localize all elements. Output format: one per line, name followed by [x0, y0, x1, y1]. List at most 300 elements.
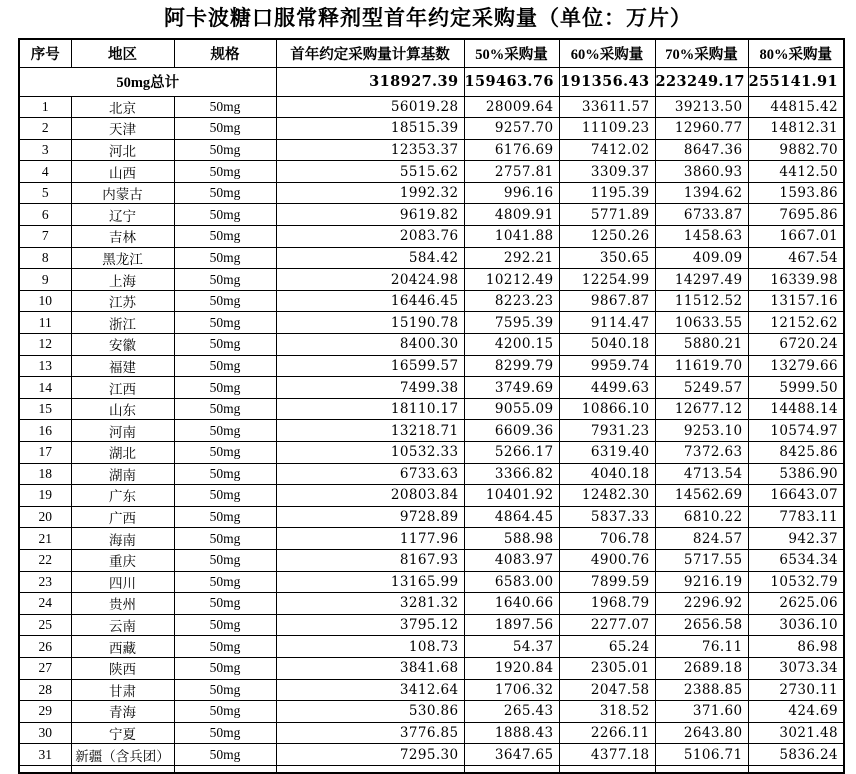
pct50-cell: 4809.91	[464, 204, 559, 226]
pct50-cell: 292.21	[464, 247, 559, 269]
column-header-spec: 规格	[174, 39, 276, 67]
pct60-cell: 9959.74	[559, 355, 655, 377]
pct70-cell: 2643.80	[655, 722, 748, 744]
pct50-cell: 1897.56	[464, 614, 559, 636]
pct60-cell: 6319.40	[559, 442, 655, 464]
region-cell: 浙江	[71, 312, 174, 334]
spec-cell: 50mg	[174, 377, 276, 399]
pct50-cell: 28009.64	[464, 96, 559, 118]
total-base-cell: 318927.39	[276, 67, 464, 96]
pct60-cell: 7931.23	[559, 420, 655, 442]
table-row	[19, 290, 844, 312]
page-title: 阿卡波糖口服常释剂型首年约定采购量（单位：万片）	[164, 6, 692, 30]
spec-cell: 50mg	[174, 398, 276, 420]
table-row	[19, 377, 844, 399]
region-cell: 吉林	[71, 226, 174, 248]
pct60-cell: 5837.33	[559, 506, 655, 528]
base-quantity-cell: 8400.30	[276, 334, 464, 356]
base-quantity-cell: 10532.33	[276, 442, 464, 464]
pct50-cell: 1888.43	[464, 722, 559, 744]
row-index-cell: 15	[19, 398, 71, 420]
table-row	[19, 593, 844, 615]
base-quantity-cell: 3776.85	[276, 722, 464, 744]
pct80-cell: 467.54	[748, 247, 844, 269]
base-quantity-cell: 56019.28	[276, 96, 464, 118]
pct80-cell: 3036.10	[748, 614, 844, 636]
pct80-cell: 14812.31	[748, 118, 844, 140]
table-row	[19, 96, 844, 118]
table-row	[19, 506, 844, 528]
spec-cell: 50mg	[174, 312, 276, 334]
pct60-cell: 5771.89	[559, 204, 655, 226]
table-row	[19, 398, 844, 420]
pct70-cell: 9253.10	[655, 420, 748, 442]
region-cell: 宁夏	[71, 722, 174, 744]
spec-cell: 50mg	[174, 593, 276, 615]
procurement-table	[18, 38, 845, 774]
pct60-cell: 2047.58	[559, 679, 655, 701]
pct50-cell: 1640.66	[464, 593, 559, 615]
pct70-cell: 6810.22	[655, 506, 748, 528]
total-row	[19, 67, 844, 96]
clipped-cell	[559, 765, 655, 773]
region-cell: 新疆（含兵团）	[71, 744, 174, 766]
base-quantity-cell: 9728.89	[276, 506, 464, 528]
spec-cell: 50mg	[174, 744, 276, 766]
clipped-cell	[19, 765, 71, 773]
spec-cell: 50mg	[174, 161, 276, 183]
pct70-cell: 7372.63	[655, 442, 748, 464]
base-quantity-cell: 2083.76	[276, 226, 464, 248]
pct50-cell: 1920.84	[464, 657, 559, 679]
pct80-cell: 4412.50	[748, 161, 844, 183]
pct60-cell: 2277.07	[559, 614, 655, 636]
spec-cell: 50mg	[174, 226, 276, 248]
total-label-cell: 50mg总计	[19, 67, 276, 96]
region-cell: 安徽	[71, 334, 174, 356]
pct50-cell: 3366.82	[464, 463, 559, 485]
pct60-cell: 9114.47	[559, 312, 655, 334]
base-quantity-cell: 20424.98	[276, 269, 464, 291]
pct70-cell: 409.09	[655, 247, 748, 269]
row-index-cell: 29	[19, 701, 71, 723]
column-header-80pct: 80%采购量	[748, 39, 844, 67]
pct50-cell: 3647.65	[464, 744, 559, 766]
region-cell: 重庆	[71, 549, 174, 571]
region-cell: 福建	[71, 355, 174, 377]
base-quantity-cell: 6733.63	[276, 463, 464, 485]
spec-cell: 50mg	[174, 420, 276, 442]
pct80-cell: 5836.24	[748, 744, 844, 766]
pct80-cell: 424.69	[748, 701, 844, 723]
region-cell: 湖北	[71, 442, 174, 464]
pct70-cell: 11512.52	[655, 290, 748, 312]
pct50-cell: 4864.45	[464, 506, 559, 528]
region-cell: 内蒙古	[71, 182, 174, 204]
pct60-cell: 12254.99	[559, 269, 655, 291]
pct80-cell: 44815.42	[748, 96, 844, 118]
pct50-cell: 6176.69	[464, 139, 559, 161]
region-cell: 广东	[71, 485, 174, 507]
pct80-cell: 2625.06	[748, 593, 844, 615]
spec-cell: 50mg	[174, 679, 276, 701]
pct80-cell: 6534.34	[748, 549, 844, 571]
pct60-cell: 2305.01	[559, 657, 655, 679]
total-80pct-cell: 255141.91	[748, 67, 844, 96]
pct80-cell: 6720.24	[748, 334, 844, 356]
table-row	[19, 420, 844, 442]
region-cell: 四川	[71, 571, 174, 593]
base-quantity-cell: 18110.17	[276, 398, 464, 420]
pct60-cell: 5040.18	[559, 334, 655, 356]
pct80-cell: 1593.86	[748, 182, 844, 204]
spec-cell: 50mg	[174, 549, 276, 571]
pct70-cell: 2296.92	[655, 593, 748, 615]
base-quantity-cell: 584.42	[276, 247, 464, 269]
row-index-cell: 28	[19, 679, 71, 701]
pct80-cell: 5999.50	[748, 377, 844, 399]
table-row	[19, 247, 844, 269]
spec-cell: 50mg	[174, 96, 276, 118]
pct50-cell: 588.98	[464, 528, 559, 550]
table-row	[19, 269, 844, 291]
pct70-cell: 2388.85	[655, 679, 748, 701]
base-quantity-cell: 3281.32	[276, 593, 464, 615]
pct60-cell: 1968.79	[559, 593, 655, 615]
pct80-cell: 7783.11	[748, 506, 844, 528]
row-index-cell: 3	[19, 139, 71, 161]
pct50-cell: 10212.49	[464, 269, 559, 291]
row-index-cell: 6	[19, 204, 71, 226]
pct70-cell: 5880.21	[655, 334, 748, 356]
pct60-cell: 12482.30	[559, 485, 655, 507]
pct70-cell: 371.60	[655, 701, 748, 723]
pct70-cell: 5106.71	[655, 744, 748, 766]
spec-cell: 50mg	[174, 290, 276, 312]
region-cell: 贵州	[71, 593, 174, 615]
table-row	[19, 485, 844, 507]
region-cell: 广西	[71, 506, 174, 528]
pct50-cell: 6583.00	[464, 571, 559, 593]
pct70-cell: 12677.12	[655, 398, 748, 420]
pct70-cell: 14562.69	[655, 485, 748, 507]
clipped-cell	[748, 765, 844, 773]
pct70-cell: 2689.18	[655, 657, 748, 679]
pct70-cell: 76.11	[655, 636, 748, 658]
row-index-cell: 9	[19, 269, 71, 291]
spec-cell: 50mg	[174, 442, 276, 464]
table-row	[19, 528, 844, 550]
table-row	[19, 744, 844, 766]
region-cell: 上海	[71, 269, 174, 291]
region-cell: 河南	[71, 420, 174, 442]
region-cell: 甘肃	[71, 679, 174, 701]
pct70-cell: 1394.62	[655, 182, 748, 204]
base-quantity-cell: 530.86	[276, 701, 464, 723]
base-quantity-cell: 12353.37	[276, 139, 464, 161]
pct60-cell: 1250.26	[559, 226, 655, 248]
spec-cell: 50mg	[174, 657, 276, 679]
row-index-cell: 17	[19, 442, 71, 464]
column-header-50pct: 50%采购量	[464, 39, 559, 67]
pct60-cell: 1195.39	[559, 182, 655, 204]
base-quantity-cell: 3795.12	[276, 614, 464, 636]
row-index-cell: 23	[19, 571, 71, 593]
table-row	[19, 312, 844, 334]
pct50-cell: 54.37	[464, 636, 559, 658]
pct50-cell: 8223.23	[464, 290, 559, 312]
pct80-cell: 10574.97	[748, 420, 844, 442]
pct50-cell: 8299.79	[464, 355, 559, 377]
column-header-70pct: 70%采购量	[655, 39, 748, 67]
table-row	[19, 463, 844, 485]
clipped-cell	[71, 765, 174, 773]
pct70-cell: 10633.55	[655, 312, 748, 334]
pct50-cell: 1041.88	[464, 226, 559, 248]
spec-cell: 50mg	[174, 334, 276, 356]
spec-cell: 50mg	[174, 528, 276, 550]
row-index-cell: 18	[19, 463, 71, 485]
pct60-cell: 11109.23	[559, 118, 655, 140]
pct60-cell: 10866.10	[559, 398, 655, 420]
base-quantity-cell: 5515.62	[276, 161, 464, 183]
base-quantity-cell: 108.73	[276, 636, 464, 658]
pct70-cell: 4713.54	[655, 463, 748, 485]
pct50-cell: 996.16	[464, 182, 559, 204]
row-index-cell: 8	[19, 247, 71, 269]
spec-cell: 50mg	[174, 355, 276, 377]
base-quantity-cell: 8167.93	[276, 549, 464, 571]
region-cell: 江西	[71, 377, 174, 399]
pct80-cell: 16643.07	[748, 485, 844, 507]
pct80-cell: 12152.62	[748, 312, 844, 334]
row-index-cell: 22	[19, 549, 71, 571]
base-quantity-cell: 1177.96	[276, 528, 464, 550]
table-row	[19, 161, 844, 183]
base-quantity-cell: 13165.99	[276, 571, 464, 593]
pct50-cell: 2757.81	[464, 161, 559, 183]
row-index-cell: 21	[19, 528, 71, 550]
region-cell: 黑龙江	[71, 247, 174, 269]
table-row	[19, 549, 844, 571]
table-row	[19, 118, 844, 140]
pct80-cell: 9882.70	[748, 139, 844, 161]
pct80-cell: 10532.79	[748, 571, 844, 593]
row-index-cell: 31	[19, 744, 71, 766]
region-cell: 天津	[71, 118, 174, 140]
region-cell: 辽宁	[71, 204, 174, 226]
table-row	[19, 722, 844, 744]
base-quantity-cell: 18515.39	[276, 118, 464, 140]
spec-cell: 50mg	[174, 247, 276, 269]
pct50-cell: 9055.09	[464, 398, 559, 420]
spec-cell: 50mg	[174, 204, 276, 226]
base-quantity-cell: 16446.45	[276, 290, 464, 312]
pct80-cell: 5386.90	[748, 463, 844, 485]
table-row	[19, 226, 844, 248]
clipped-next-row	[19, 765, 844, 773]
pct50-cell: 10401.92	[464, 485, 559, 507]
base-quantity-cell: 1992.32	[276, 182, 464, 204]
pct60-cell: 4377.18	[559, 744, 655, 766]
pct80-cell: 16339.98	[748, 269, 844, 291]
base-quantity-cell: 3412.64	[276, 679, 464, 701]
table-row	[19, 614, 844, 636]
pct60-cell: 2266.11	[559, 722, 655, 744]
row-index-cell: 5	[19, 182, 71, 204]
column-header-base: 首年约定采购量计算基数	[276, 39, 464, 67]
base-quantity-cell: 9619.82	[276, 204, 464, 226]
row-index-cell: 30	[19, 722, 71, 744]
pct80-cell: 13157.16	[748, 290, 844, 312]
row-index-cell: 1	[19, 96, 71, 118]
base-quantity-cell: 7499.38	[276, 377, 464, 399]
pct70-cell: 824.57	[655, 528, 748, 550]
row-index-cell: 4	[19, 161, 71, 183]
spec-cell: 50mg	[174, 485, 276, 507]
region-cell: 陕西	[71, 657, 174, 679]
pct80-cell: 1667.01	[748, 226, 844, 248]
column-header-region: 地区	[71, 39, 174, 67]
row-index-cell: 26	[19, 636, 71, 658]
table-row	[19, 636, 844, 658]
table-row	[19, 182, 844, 204]
column-header-no: 序号	[19, 39, 71, 67]
spec-cell: 50mg	[174, 614, 276, 636]
total-60pct-cell: 191356.43	[559, 67, 655, 96]
header-row	[19, 39, 844, 67]
pct60-cell: 7412.02	[559, 139, 655, 161]
region-cell: 江苏	[71, 290, 174, 312]
base-quantity-cell: 20803.84	[276, 485, 464, 507]
column-header-60pct: 60%采购量	[559, 39, 655, 67]
row-index-cell: 13	[19, 355, 71, 377]
pct80-cell: 13279.66	[748, 355, 844, 377]
pct80-cell: 942.37	[748, 528, 844, 550]
pct80-cell: 7695.86	[748, 204, 844, 226]
table-row	[19, 571, 844, 593]
pct70-cell: 1458.63	[655, 226, 748, 248]
region-cell: 湖南	[71, 463, 174, 485]
pct50-cell: 5266.17	[464, 442, 559, 464]
row-index-cell: 20	[19, 506, 71, 528]
base-quantity-cell: 3841.68	[276, 657, 464, 679]
pct60-cell: 33611.57	[559, 96, 655, 118]
pct70-cell: 2656.58	[655, 614, 748, 636]
spec-cell: 50mg	[174, 139, 276, 161]
table-row	[19, 334, 844, 356]
region-cell: 北京	[71, 96, 174, 118]
row-index-cell: 19	[19, 485, 71, 507]
spec-cell: 50mg	[174, 506, 276, 528]
total-70pct-cell: 223249.17	[655, 67, 748, 96]
base-quantity-cell: 16599.57	[276, 355, 464, 377]
pct80-cell: 2730.11	[748, 679, 844, 701]
pct70-cell: 3860.93	[655, 161, 748, 183]
row-index-cell: 10	[19, 290, 71, 312]
pct50-cell: 265.43	[464, 701, 559, 723]
region-cell: 青海	[71, 701, 174, 723]
pct60-cell: 4040.18	[559, 463, 655, 485]
pct60-cell: 318.52	[559, 701, 655, 723]
pct70-cell: 5717.55	[655, 549, 748, 571]
base-quantity-cell: 15190.78	[276, 312, 464, 334]
pct60-cell: 3309.37	[559, 161, 655, 183]
table-row	[19, 204, 844, 226]
table-row	[19, 701, 844, 723]
pct70-cell: 14297.49	[655, 269, 748, 291]
spec-cell: 50mg	[174, 722, 276, 744]
pct70-cell: 11619.70	[655, 355, 748, 377]
pct50-cell: 1706.32	[464, 679, 559, 701]
pct70-cell: 39213.50	[655, 96, 748, 118]
region-cell: 山东	[71, 398, 174, 420]
pct80-cell: 14488.14	[748, 398, 844, 420]
row-index-cell: 27	[19, 657, 71, 679]
pct60-cell: 4900.76	[559, 549, 655, 571]
row-index-cell: 12	[19, 334, 71, 356]
spec-cell: 50mg	[174, 463, 276, 485]
pct60-cell: 4499.63	[559, 377, 655, 399]
pct60-cell: 65.24	[559, 636, 655, 658]
base-quantity-cell: 7295.30	[276, 744, 464, 766]
pct50-cell: 4200.15	[464, 334, 559, 356]
row-index-cell: 25	[19, 614, 71, 636]
pct70-cell: 12960.77	[655, 118, 748, 140]
pct60-cell: 706.78	[559, 528, 655, 550]
row-index-cell: 14	[19, 377, 71, 399]
spec-cell: 50mg	[174, 182, 276, 204]
pct60-cell: 9867.87	[559, 290, 655, 312]
pct70-cell: 9216.19	[655, 571, 748, 593]
region-cell: 云南	[71, 614, 174, 636]
table-row	[19, 355, 844, 377]
row-index-cell: 2	[19, 118, 71, 140]
spec-cell: 50mg	[174, 701, 276, 723]
total-50pct-cell: 159463.76	[464, 67, 559, 96]
row-index-cell: 16	[19, 420, 71, 442]
row-index-cell: 24	[19, 593, 71, 615]
pct60-cell: 350.65	[559, 247, 655, 269]
spec-cell: 50mg	[174, 636, 276, 658]
clipped-cell	[276, 765, 464, 773]
region-cell: 山西	[71, 161, 174, 183]
row-index-cell: 7	[19, 226, 71, 248]
table-row	[19, 442, 844, 464]
table-row	[19, 679, 844, 701]
clipped-cell	[174, 765, 276, 773]
table-row	[19, 657, 844, 679]
spec-cell: 50mg	[174, 269, 276, 291]
pct70-cell: 8647.36	[655, 139, 748, 161]
pct50-cell: 4083.97	[464, 549, 559, 571]
row-index-cell: 11	[19, 312, 71, 334]
clipped-cell	[464, 765, 559, 773]
pct50-cell: 6609.36	[464, 420, 559, 442]
table-row	[19, 139, 844, 161]
pct70-cell: 5249.57	[655, 377, 748, 399]
pct50-cell: 3749.69	[464, 377, 559, 399]
region-cell: 西藏	[71, 636, 174, 658]
base-quantity-cell: 13218.71	[276, 420, 464, 442]
spec-cell: 50mg	[174, 571, 276, 593]
clipped-cell	[655, 765, 748, 773]
region-cell: 河北	[71, 139, 174, 161]
pct80-cell: 3073.34	[748, 657, 844, 679]
pct50-cell: 7595.39	[464, 312, 559, 334]
region-cell: 海南	[71, 528, 174, 550]
pct80-cell: 3021.48	[748, 722, 844, 744]
